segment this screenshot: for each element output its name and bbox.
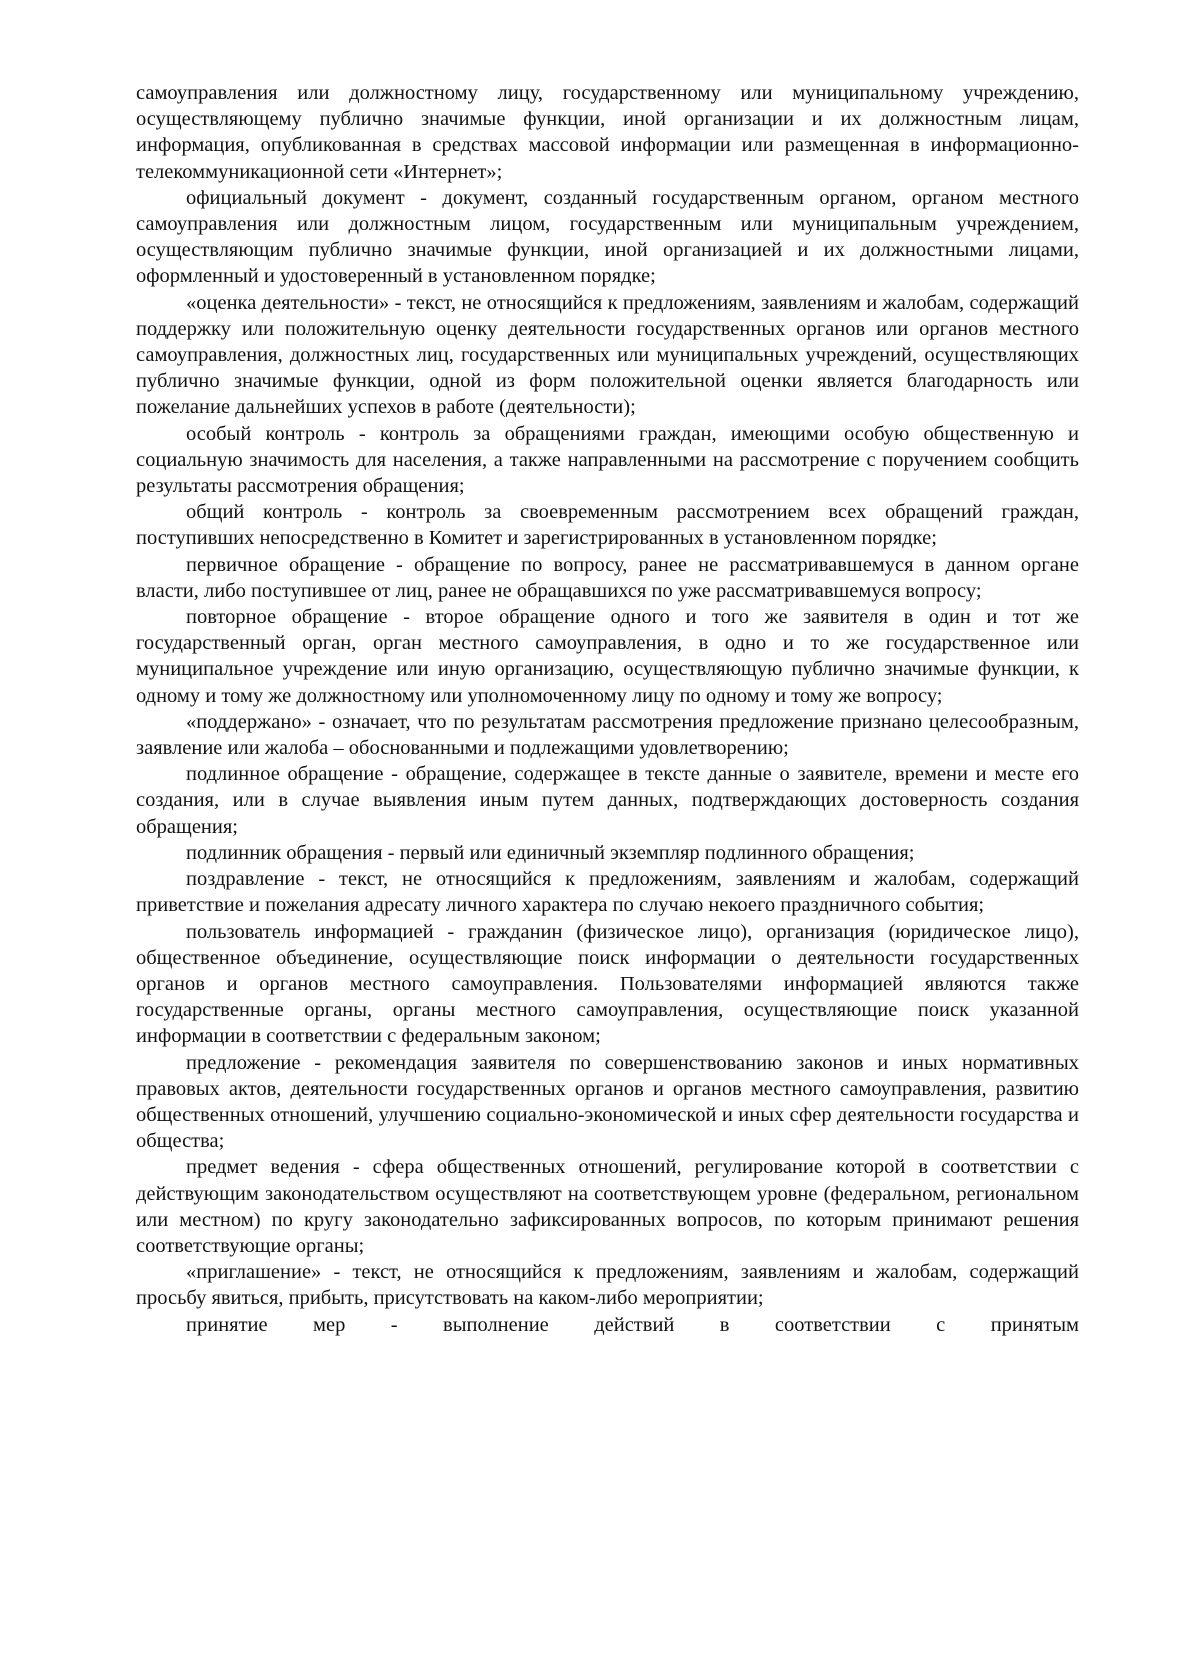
paragraph-genuine-appeal: подлинное обращение - обращение, содержащее в тексте данные о заявителе, времени и месте его создания, или в случае выявления иным путем данных, подтверждающих достоверность создания обращения; [136,763,1079,838]
paragraph-taking-measures: принятие мер - выполнение действий в соответствии с принятым [186,1313,1079,1336]
paragraph-jurisdiction-subject: предмет ведения - сфера общественных отношений, регулирование которой в соответствии с действующим законодательством осуществляют на соответствующем уровне (федеральном, региональном или местном) по кругу законодательно зафиксированных вопросов, по которым принимают решения соответствующие органы; [136,1156,1079,1257]
paragraph-repeated-appeal: повторное обращение - второе обращение одного и того же заявителя в один и тот же государственный орган, орган местного самоуправления, в одно и то же государственное или муниципальное учреждение или иную организацию, осуществляющую публично значимые функции, к одному и тому же должностному или уполномоченному лицу по одному и тому же вопросу; [136,606,1079,707]
paragraph-activity-assessment: «оценка деятельности» - текст, не относящийся к предложениям, заявлениям и жалобам, содержащий поддержку или положительную оценку деятельности государственных органов или органов местного самоуправления, должностных лиц, государственных или муниципальных учреждений, осуществляющих публично значимые функции, одной из форм положительной оценки является благодарность или пожелание дальнейших успехов в работе (деятельности); [136,291,1079,419]
paragraph-continuation: самоуправления или должностному лицу, государственному или муниципальному учреждению, осуществляющему публично значимые функции, иной организации и их должностным лицам, информация, опубликованная в средствах массовой информации или размещенная в информационно-телекоммуникационной сети «Интернет»; [136,82,1079,183]
paragraph-original-appeal: подлинник обращения - первый или единичный экземпляр подлинного обращения; [186,841,915,864]
paragraph-official-document: официальный документ - документ, созданный государственным органом, органом местного самоуправления или должностным лицом, государственным или муниципальным учреждением, осуществляющим публично значимые функции, иной организацией и их должностными лицами, оформленный и удостоверенный в установленном порядке; [136,186,1079,288]
paragraph-special-control: особый контроль - контроль за обращениями граждан, имеющими особую общественную и социальную значимость для населения, а также направленными на рассмотрение с поручением сообщить результаты рассмотрения обращения; [136,422,1079,498]
paragraph-supported: «поддержано» - означает, что по результатам рассмотрения предложение признано целесообразным, заявление или жалоба – обоснованными и подлежащими удовлетворению; [136,710,1079,760]
paragraph-invitation: «приглашение» - текст, не относящийся к предложениям, заявлениям и жалобам, содержащий просьбу явиться, прибыть, присутствовать на каком-либо мероприятии; [136,1261,1079,1310]
document-body [136,80,1079,1338]
paragraph-primary-appeal: первичное обращение - обращение по вопросу, ранее не рассматривавшемуся в данном органе власти, либо поступившее от лиц, ранее не обращавшихся по уже рассматривавшемуся вопросу; [136,553,1079,602]
paragraph-congratulation: поздравление - текст, не относящийся к предложениям, заявлениям и жалобам, содержащий приветствие и пожелания адресату личного характера по случаю некоего праздничного события; [136,868,1079,917]
paragraph-information-user: пользователь информацией - гражданин (физическое лицо), организация (юридическое лицо), общественное объединение, осуществляющие поиск информации о деятельности государственных органов и органов местного самоуправления. Пользователями информацией являются также государственные органы, органы местного самоуправления, осуществляющие поиск указанной информации в соответствии с федеральным законом; [136,920,1079,1048]
paragraph-general-control: общий контроль - контроль за своевременным рассмотрением всех обращений граждан, поступивших непосредственно в Комитет и зарегистрированных в установленном порядке; [136,501,1079,550]
paragraph-proposal: предложение - рекомендация заявителя по совершенствованию законов и иных нормативных правовых актов, деятельности государственных органов и органов местного самоуправления, развитию общественных отношений, улучшению социально-экономической и иных сфер деятельности государства и общества; [136,1051,1079,1153]
